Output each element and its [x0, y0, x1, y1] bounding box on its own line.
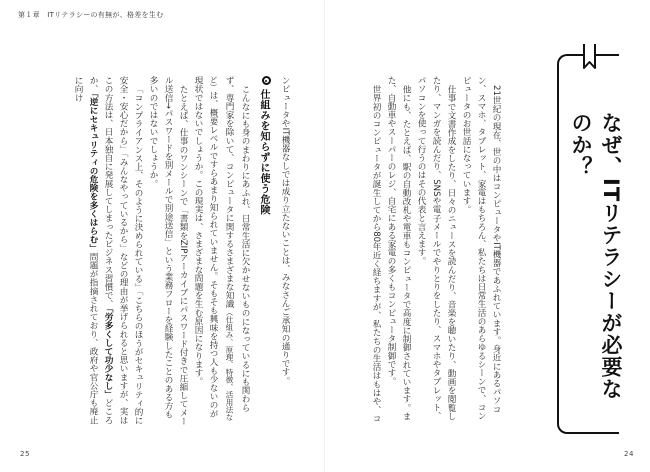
section-heading-text: 仕組みを知らずに使う危険	[258, 88, 269, 215]
section-paragraph-1	[190, 76, 252, 426]
right-page-body	[333, 76, 503, 426]
right-page	[325, 0, 650, 472]
section-paragraph-2: たとえば、仕事のワンシーンで「書類をZIPアーカイブにパスワード付きで圧縮してメール送信→パスワードを別メールで別途送信」という業務フローを経験したことのある方も多いのではないでしょうか。	[148, 76, 188, 425]
section-paragraph-1-after: は、概要レベルですらあまり知られていません。そもそも興味を持つ人も少ないのが現状ではないでしょうか。この現実は、さまざまな問題を生む原因になります。	[193, 76, 218, 418]
continued-paragraph: ンピュータやIT機器なしでは成り立たないことは、みなさんご承知の通りです。	[280, 76, 290, 385]
left-page-body	[36, 76, 292, 426]
right-paragraph-3: 他にも、たとえば、駅の自動改札や電車もコンピュータで高度に制御されています。また、自動車やスーパーのレジ、自宅にある家電の多くもコンピュータ制御です。	[386, 76, 411, 420]
strong-quote: 「労多くして功少なし」	[103, 308, 113, 399]
after-quote: どころか、	[88, 76, 113, 425]
right-paragraph-1: 21世紀の現在、世の中はコンピュータやIT機器であふれています。身近にあるパソコン、スマホ、タブレット、家電はもちろん、私たちは日常生活のあらゆるシーンで、コンピュータのお世話になっています。	[461, 76, 501, 420]
section-heading	[256, 76, 271, 426]
chapter-section-title: なぜ、ITリテラシーが必要なのか？	[569, 112, 623, 401]
section-bullet-icon	[262, 76, 271, 85]
section-paragraph-3	[70, 76, 145, 426]
strong-risk: 「逆にセキュリティの危険を多くはらむ」	[88, 93, 98, 253]
section-paragraph-3-text: 「コンプライアンス上、そのように決められている」「こちらのほうがセキュリティ的に安全・安心だから」「みんなやっているから」などの理由が挙げられると思いますが、実はこの方法は、日本独自に発展してしまったビジネス習慣で、	[103, 76, 143, 425]
page-number-left: 25	[20, 450, 30, 458]
section-paragraph-1-before: こんなにも身のまわりにあふれ、日常生活に欠かせないものになっているにも関わらず、専門家を除いて、コンピュータに関するさまざまな知識	[224, 76, 250, 412]
page-number-right: 24	[624, 450, 634, 458]
after-risk: 問題が指摘されており、政府や官公庁も廃止に向け	[73, 76, 98, 425]
bookmark-icon	[583, 44, 596, 70]
section-paragraph-1-note: （仕組み、原理、特徴、活用法など）	[209, 76, 234, 421]
right-paragraph-2: 仕事で文書作成をしたり、日々のニュースを読んだり、音楽を聴いたり、動画を閲覧したり、マンガを読んだり、SNSや電子メールでやりとりをしたり、スマホやタブレット、パソコンを使って行うのはその代表と言えます。	[416, 76, 456, 421]
right-paragraph-4: 世界初のコンピュータが誕生してから80年近く経ちますが、私たちの生活はもはや、コ	[371, 84, 381, 423]
running-head: 第１章 ITリテラシーの有無が、格差を生む	[18, 11, 164, 19]
